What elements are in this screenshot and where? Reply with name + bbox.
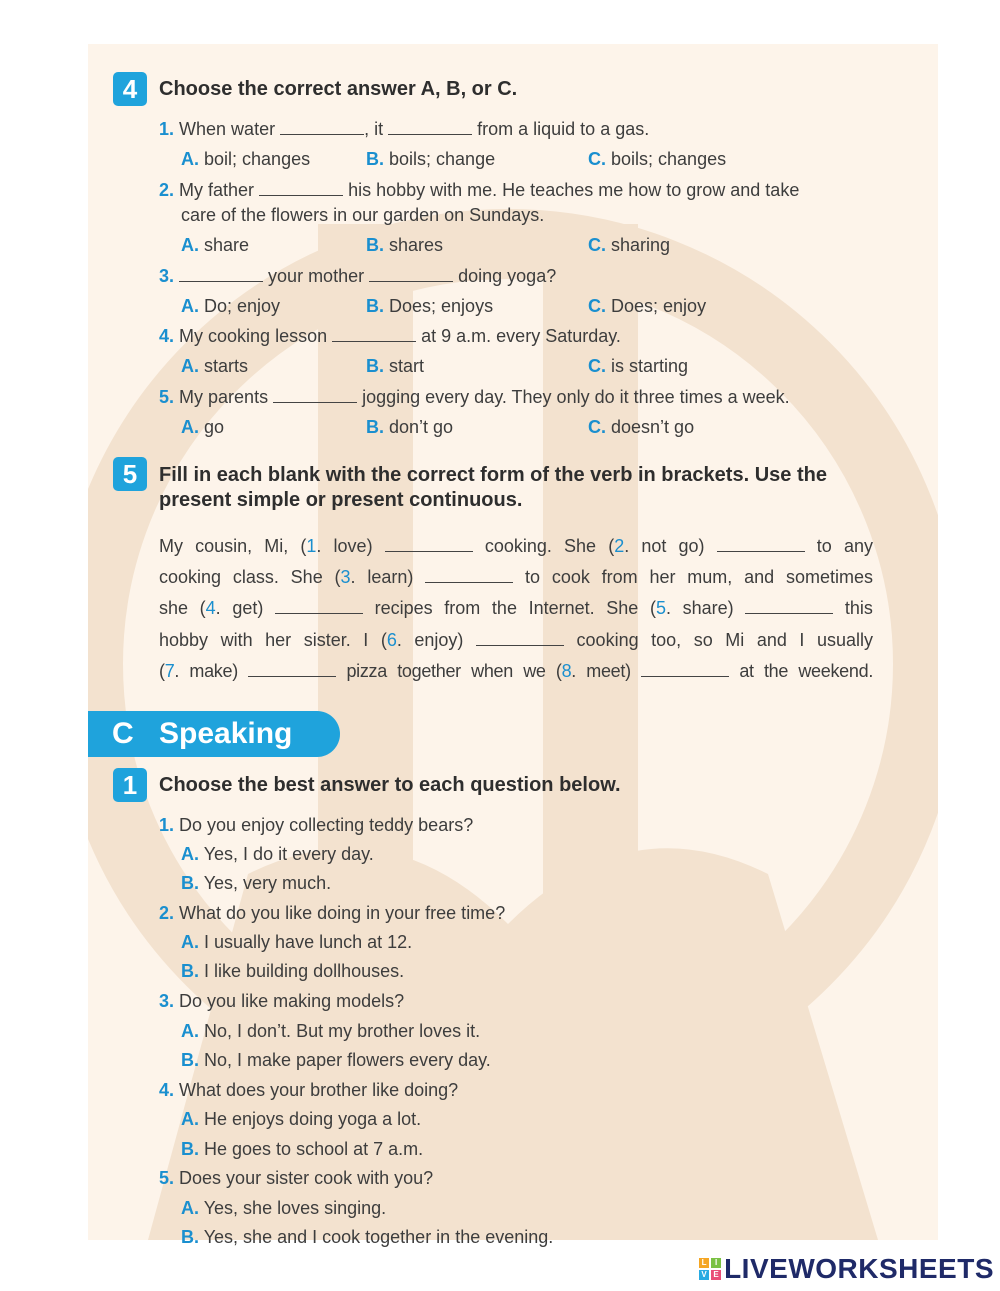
logo-grid-icon: L I V E bbox=[699, 1258, 721, 1280]
answer-blank[interactable] bbox=[388, 132, 472, 135]
question-text: doing yoga? bbox=[458, 266, 557, 286]
option-b[interactable]: B. don’t go bbox=[366, 417, 454, 437]
speaking-question-3: 3. Do you like making models? bbox=[159, 991, 405, 1011]
paragraph-line-2: cooking class. She (3. learn) to cook from her mum, and sometimes bbox=[159, 567, 873, 587]
question-text: , it bbox=[364, 119, 384, 139]
option-b[interactable]: B. No, I make paper flowers every day. bbox=[181, 1050, 491, 1070]
option-b[interactable]: B. Yes, very much. bbox=[181, 873, 332, 893]
paragraph-line-3: she (4. get) recipes from the Internet. She (5. share) this bbox=[159, 598, 873, 618]
answer-blank[interactable] bbox=[641, 674, 729, 677]
answer-blank[interactable] bbox=[745, 611, 833, 614]
section-letter: C bbox=[112, 717, 134, 750]
option-b[interactable]: B. He goes to school at 7 a.m. bbox=[181, 1139, 424, 1159]
option-c[interactable]: C. sharing bbox=[588, 235, 671, 255]
option-b[interactable]: B. start bbox=[366, 356, 425, 376]
logo-text: LIVEWORKSHEETS bbox=[724, 1253, 994, 1284]
question-text: from a liquid to a gas. bbox=[477, 119, 650, 139]
option-a[interactable]: A. No, I don’t. But my brother loves it. bbox=[181, 1021, 481, 1041]
question-number: 5. bbox=[159, 387, 175, 407]
question-3 bbox=[159, 264, 556, 288]
paragraph-line-4: hobby with her sister. I (6. enjoy) cooking too, so Mi and I usually bbox=[159, 630, 873, 650]
question-text: jogging every day. They only do it three times a week. bbox=[362, 387, 790, 407]
option-a[interactable]: A. Yes, she loves singing. bbox=[181, 1198, 387, 1218]
option-a[interactable]: A. He enjoys doing yoga a lot. bbox=[181, 1109, 422, 1129]
answer-blank[interactable] bbox=[275, 611, 363, 614]
answer-blank[interactable] bbox=[385, 549, 473, 552]
question-1 bbox=[159, 117, 649, 141]
answer-blank[interactable] bbox=[717, 549, 805, 552]
section-title: Speaking bbox=[159, 717, 293, 750]
question-number: 1. bbox=[159, 119, 175, 139]
option-b[interactable]: B. Does; enjoys bbox=[366, 296, 494, 316]
exercise-5-badge: 5 bbox=[113, 457, 147, 491]
question-number: 2. bbox=[159, 180, 175, 200]
answer-blank[interactable] bbox=[179, 279, 263, 282]
question-text: My father bbox=[179, 180, 255, 200]
question-text: your mother bbox=[268, 266, 365, 286]
question-text: My cooking lesson bbox=[179, 326, 328, 346]
option-c[interactable]: C. boils; changes bbox=[588, 149, 727, 169]
speaking-question-5: 5. Does your sister cook with you? bbox=[159, 1168, 434, 1188]
option-b[interactable]: B. boils; change bbox=[366, 149, 496, 169]
option-b[interactable]: B. I like building dollhouses. bbox=[181, 961, 405, 981]
option-c[interactable]: C. is starting bbox=[588, 356, 689, 376]
exercise-4-badge: 4 bbox=[113, 72, 147, 106]
paragraph-line-1: My cousin, Mi, (1. love) cooking. She (2. not go) to any bbox=[159, 536, 873, 556]
answer-blank[interactable] bbox=[425, 580, 513, 583]
option-a[interactable]: A. I usually have lunch at 12. bbox=[181, 932, 413, 952]
answer-blank[interactable] bbox=[369, 279, 453, 282]
option-a[interactable]: A. starts bbox=[181, 356, 249, 376]
exercise-4-heading: Choose the correct answer A, B, or C. bbox=[159, 78, 518, 100]
answer-blank[interactable] bbox=[273, 400, 357, 403]
question-text: at 9 a.m. every Saturday. bbox=[421, 326, 621, 346]
question-text: My parents bbox=[179, 387, 269, 407]
speaking-question-4: 4. What does your brother like doing? bbox=[159, 1080, 459, 1100]
option-a[interactable]: A. Yes, I do it every day. bbox=[181, 844, 374, 864]
paragraph-line-5: (7. make) pizza together when we (8. meet) at the weekend. bbox=[159, 661, 874, 681]
option-a[interactable]: A. Do; enjoy bbox=[181, 296, 281, 316]
exercise-5-heading-line2: present simple or present continuous. bbox=[159, 489, 523, 511]
exercise-5-heading: Fill in each blank with the correct form of the verb in brackets. Use the bbox=[159, 464, 827, 486]
answer-blank[interactable] bbox=[280, 132, 364, 135]
speaking-question-1: 1. Do you enjoy collecting teddy bears? bbox=[159, 815, 474, 835]
option-a[interactable]: A. share bbox=[181, 235, 250, 255]
answer-blank[interactable] bbox=[332, 339, 416, 342]
speaking-exercise-1-badge: 1 bbox=[113, 768, 147, 802]
question-number: 3. bbox=[159, 266, 175, 286]
option-a[interactable]: A. boil; changes bbox=[181, 149, 311, 169]
question-number: 4. bbox=[159, 326, 175, 346]
speaking-question-2: 2. What do you like doing in your free time? bbox=[159, 903, 506, 923]
option-c[interactable]: C. Does; enjoy bbox=[588, 296, 707, 316]
liveworksheets-logo[interactable] bbox=[699, 1254, 994, 1284]
question-text: When water bbox=[179, 119, 276, 139]
question-text: his hobby with me. He teaches me how to grow and take bbox=[348, 180, 800, 200]
answer-blank[interactable] bbox=[248, 674, 336, 677]
option-b[interactable]: B. shares bbox=[366, 235, 444, 255]
speaking-section-banner bbox=[88, 711, 340, 757]
question-5 bbox=[159, 385, 790, 409]
option-c[interactable]: C. doesn’t go bbox=[588, 417, 695, 437]
question-2-continued: care of the flowers in our garden on Sundays. bbox=[181, 205, 545, 225]
option-a[interactable]: A. go bbox=[181, 417, 225, 437]
question-4 bbox=[159, 324, 621, 348]
option-b[interactable]: B. Yes, she and I cook together in the evening. bbox=[181, 1227, 554, 1247]
answer-blank[interactable] bbox=[476, 643, 564, 646]
answer-blank[interactable] bbox=[259, 193, 343, 196]
speaking-exercise-1-heading: Choose the best answer to each question below. bbox=[159, 774, 621, 796]
question-2 bbox=[159, 178, 799, 202]
